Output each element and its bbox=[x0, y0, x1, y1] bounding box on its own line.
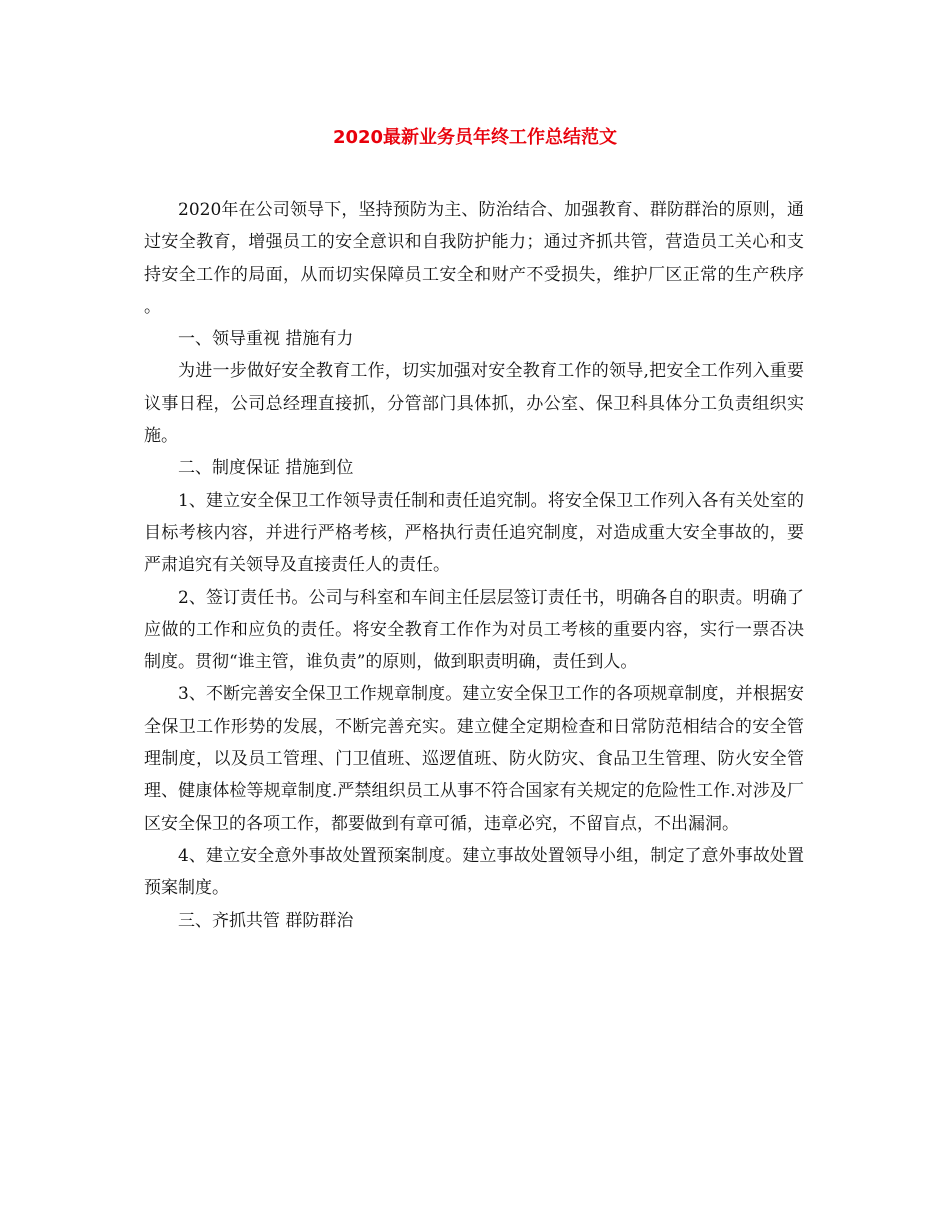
paragraph-item-2: 2、签订责任书。公司与科室和车间主任层层签订责任书，明确各自的职责。明确了应做的工作和应负的责任。将安全教育工作作为对员工考核的重要内容，实行一票否决制度。贯彻“谁主管，谁负责”的原则，做到职责明确，责任到人。 bbox=[144, 587, 804, 673]
paragraph-intro: 2020年在公司领导下，坚持预防为主、防治结合、加强教育、群防群治的原则，通过安全教育，增强员工的安全意识和自我防护能力；通过齐抓共管，营造员工关心和支持安全工作的局面，从而切实保障员工安全和财产不受损失，维护厂区正常的生产秩序。 bbox=[144, 200, 804, 317]
section-heading-3: 三、齐抓共管 群防群治 bbox=[178, 910, 354, 931]
paragraph-section-1: 为进一步做好安全教育工作，切实加强对安全教育工作的领导,把安全工作列入重要议事日程，公司总经理直接抓，分管部门具体抓，办公室、保卫科具体分工负责组织实施。 bbox=[144, 361, 804, 447]
paragraph-item-1: 1、建立安全保卫工作领导责任制和责任追究制。将安全保卫工作列入各有关处室的目标考核内容，并进行严格考核，严格执行责任追究制度，对造成重大安全事故的，要严肃追究有关领导及直接责任人的责任。 bbox=[144, 490, 804, 576]
document-body bbox=[144, 194, 804, 937]
paragraph-item-4: 4、建立安全意外事故处置预案制度。建立事故处置领导小组，制定了意外事故处置预案制度。 bbox=[144, 845, 804, 899]
section-heading-1: 一、领导重视 措施有力 bbox=[178, 329, 354, 350]
paragraph-item-3: 3、不断完善安全保卫工作规章制度。建立安全保卫工作的各项规章制度，并根据安全保卫工作形势的发展，不断完善充实。建立健全定期检查和日常防范相结合的安全管理制度，以及员工管理、门卫值班、巡逻值班、防火防灾、食品卫生管理、防火安全管理、健康体检等规章制度.严禁组织员工从事不符合国家有关规定的危险性工作.对涉及厂区安全保卫的各项工作，都要做到有章可循，违章必究，不留盲点，不出漏洞。 bbox=[144, 684, 804, 834]
document-title: 2020最新业务员年终工作总结范文 bbox=[332, 127, 618, 148]
section-heading-2: 二、制度保证 措施到位 bbox=[178, 458, 354, 479]
